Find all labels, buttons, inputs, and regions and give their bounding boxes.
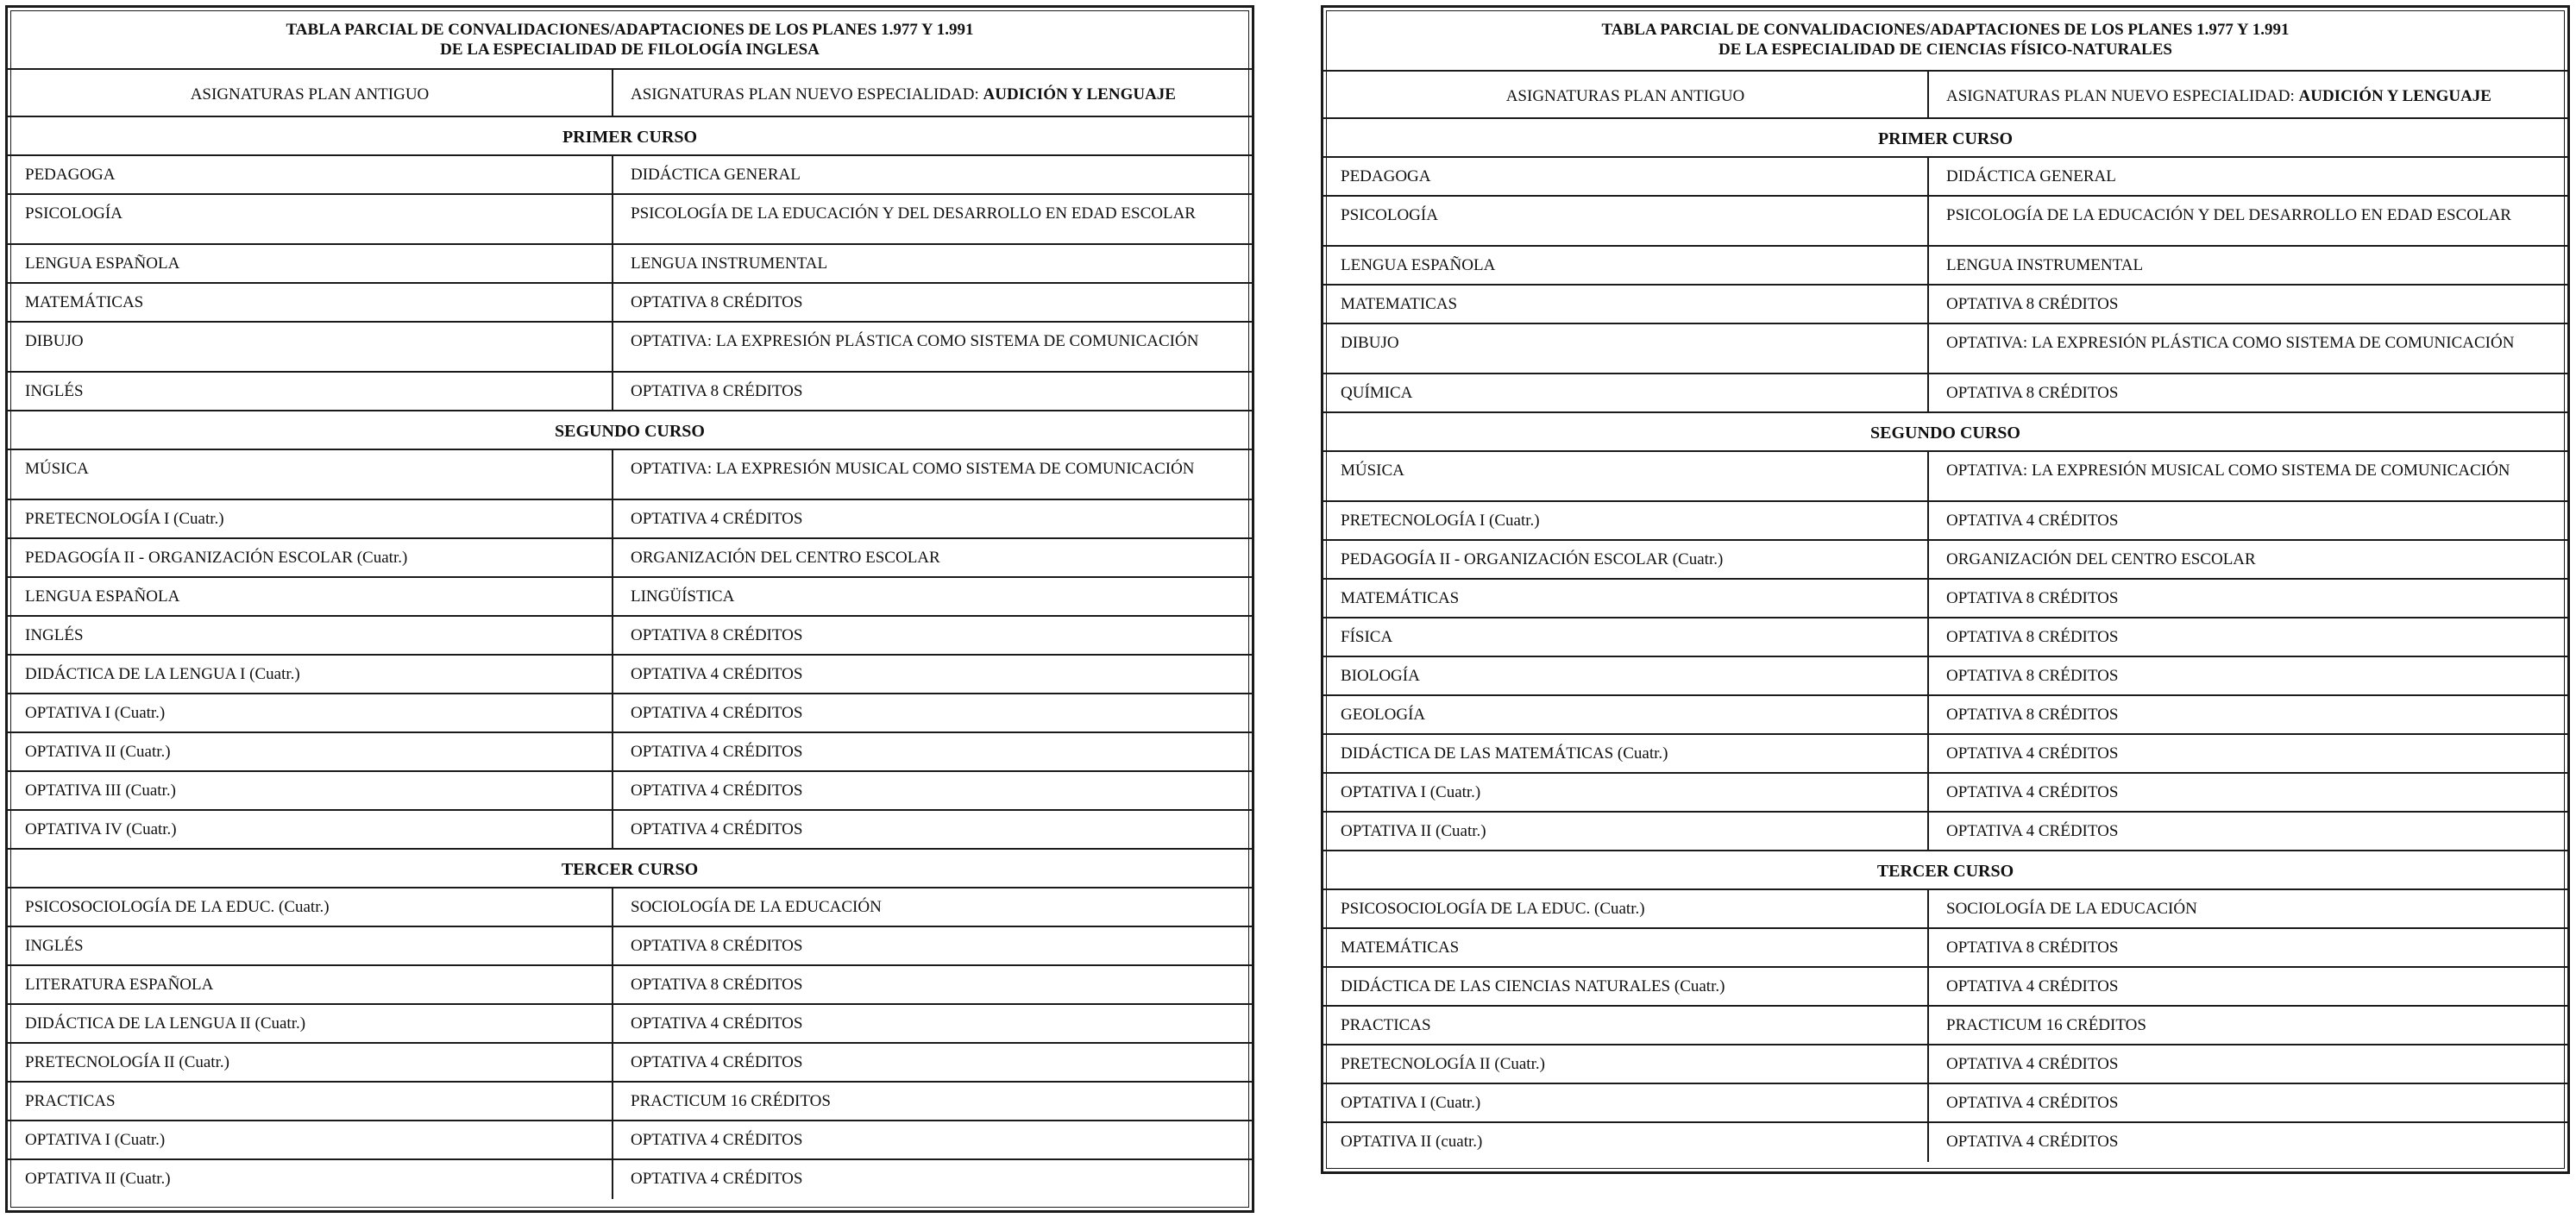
old-plan-subject: PSICOLOGÍA [8, 195, 613, 243]
new-plan-subject: ORGANIZACIÓN DEL CENTRO ESCOLAR [631, 549, 940, 567]
new-plan-subject: OPTATIVA 8 CRÉDITOS [631, 937, 803, 955]
table-row [8, 450, 1252, 500]
new-plan-subject: OPTATIVA 4 CRÉDITOS [1946, 512, 2119, 530]
table-row [8, 1083, 1252, 1121]
table-row [1323, 1084, 2567, 1123]
old-plan-subject: PSICOLOGÍA [1323, 197, 1929, 245]
table-row [1323, 890, 2567, 929]
new-plan-subject: LINGÜÍSTICA [631, 587, 735, 606]
title-line-2: DE LA ESPECIALIDAD DE CIENCIAS FÍSICO-NATURALES [1718, 41, 2172, 59]
table-row [1323, 1123, 2567, 1162]
new-plan-subject: DIDÁCTICA GENERAL [1946, 167, 2116, 185]
table-row [1323, 452, 2567, 502]
title-line-1: TABLA PARCIAL DE CONVALIDACIONES/ADAPTACIONES DE LOS PLANES 1.977 Y 1.991 [1601, 21, 2290, 39]
column-header-old-plan: ASIGNATURAS PLAN ANTIGUO [1323, 72, 1929, 117]
old-plan-subject: OPTATIVA II (Cuatr.) [8, 733, 613, 770]
table-row [8, 323, 1252, 373]
table-row [1323, 1045, 2567, 1084]
table-row [1323, 158, 2567, 197]
table-row [1323, 735, 2567, 774]
column-header-new-prefix: ASIGNATURAS PLAN NUEVO ESPECIALIDAD: [1946, 87, 2299, 105]
old-plan-subject: MATEMÁTICAS [8, 284, 613, 321]
old-plan-subject: PEDAGOGÍA II - ORGANIZACIÓN ESCOLAR (Cuatr.) [1323, 541, 1929, 578]
table-row [8, 1005, 1252, 1044]
column-header-row [1323, 72, 2567, 119]
old-plan-subject: MÚSICA [1323, 452, 1929, 500]
new-plan-subject: OPTATIVA 4 CRÉDITOS [1946, 822, 2119, 840]
old-plan-subject: LENGUA ESPAÑOLA [8, 578, 613, 615]
new-plan-subject: OPTATIVA: LA EXPRESIÓN PLÁSTICA COMO SISTEMA DE COMUNICACIÓN [631, 332, 1199, 350]
new-plan-subject: OPTATIVA 4 CRÉDITOS [1946, 1094, 2119, 1112]
table-row [1323, 541, 2567, 580]
new-plan-subject: OPTATIVA 4 CRÉDITOS [1946, 977, 2119, 995]
new-plan-subject: PRACTICUM 16 CRÉDITOS [631, 1092, 831, 1110]
old-plan-subject: DIDÁCTICA DE LA LENGUA I (Cuatr.) [8, 656, 613, 693]
table-row [8, 888, 1252, 927]
table-row [8, 195, 1252, 245]
old-plan-subject: PEDAGOGÍA II - ORGANIZACIÓN ESCOLAR (Cuatr.) [8, 539, 613, 576]
course-heading: PRIMER CURSO [1323, 119, 2567, 158]
table-row [8, 1160, 1252, 1199]
old-plan-subject: PRETECNOLOGÍA I (Cuatr.) [8, 500, 613, 537]
table-row [8, 966, 1252, 1005]
new-plan-subject: PSICOLOGÍA DE LA EDUCACIÓN Y DEL DESARROLLO EN EDAD ESCOLAR [631, 204, 1196, 223]
table-row [1323, 1007, 2567, 1045]
table-row [8, 733, 1252, 772]
old-plan-subject: PRETECNOLOGÍA II (Cuatr.) [1323, 1045, 1929, 1083]
column-header-new-prefix: ASIGNATURAS PLAN NUEVO ESPECIALIDAD: [631, 85, 983, 104]
new-plan-subject: PSICOLOGÍA DE LA EDUCACIÓN Y DEL DESARROLLO EN EDAD ESCOLAR [1946, 206, 2511, 224]
table-row [8, 927, 1252, 966]
old-plan-subject: OPTATIVA I (Cuatr.) [1323, 774, 1929, 811]
old-plan-subject: MATEMATICAS [1323, 286, 1929, 323]
table-row [8, 500, 1252, 539]
old-plan-subject: OPTATIVA II (Cuatr.) [1323, 813, 1929, 850]
old-plan-subject: INGLÉS [8, 617, 613, 654]
column-header-old-plan: ASIGNATURAS PLAN ANTIGUO [8, 70, 613, 116]
column-header-specialty: AUDICIÓN Y LENGUAJE [2298, 87, 2491, 105]
table-row [1323, 657, 2567, 696]
table-row [8, 245, 1252, 284]
old-plan-subject: MATEMÁTICAS [1323, 580, 1929, 617]
table-row [8, 539, 1252, 578]
old-plan-subject: DIBUJO [1323, 324, 1929, 373]
title-line-1: TABLA PARCIAL DE CONVALIDACIONES/ADAPTACIONES DE LOS PLANES 1.977 Y 1.991 [286, 21, 974, 39]
table-row [8, 1044, 1252, 1083]
old-plan-subject: PEDAGOGA [8, 156, 613, 193]
new-plan-subject: OPTATIVA: LA EXPRESIÓN MUSICAL COMO SISTEMA DE COMUNICACIÓN [1946, 461, 2510, 480]
old-plan-subject: OPTATIVA II (Cuatr.) [8, 1160, 613, 1199]
table-row [1323, 197, 2567, 247]
new-plan-subject: OPTATIVA 8 CRÉDITOS [1946, 667, 2119, 685]
old-plan-subject: INGLÉS [8, 373, 613, 410]
table-row [8, 772, 1252, 811]
table-title [1323, 8, 2567, 72]
course-heading: TERCER CURSO [8, 850, 1252, 888]
old-plan-subject: GEOLOGÍA [1323, 696, 1929, 733]
new-plan-subject: DIDÁCTICA GENERAL [631, 166, 801, 184]
table-row [8, 1121, 1252, 1160]
old-plan-subject: MATEMÁTICAS [1323, 929, 1929, 966]
old-plan-subject: PSICOSOCIOLOGÍA DE LA EDUC. (Cuatr.) [1323, 890, 1929, 927]
course-heading: TERCER CURSO [1323, 851, 2567, 890]
old-plan-subject: DIDÁCTICA DE LA LENGUA II (Cuatr.) [8, 1005, 613, 1042]
new-plan-subject: OPTATIVA 4 CRÉDITOS [631, 510, 803, 528]
new-plan-subject: PRACTICUM 16 CRÉDITOS [1946, 1016, 2146, 1034]
old-plan-subject: MÚSICA [8, 450, 613, 499]
new-plan-subject: OPTATIVA 4 CRÉDITOS [631, 1014, 803, 1033]
table-filologia-inglesa [5, 5, 1254, 1213]
column-header-specialty: AUDICIÓN Y LENGUAJE [983, 85, 1176, 104]
old-plan-subject: BIOLOGÍA [1323, 657, 1929, 694]
old-plan-subject: OPTATIVA IV (Cuatr.) [8, 811, 613, 848]
table-row [1323, 324, 2567, 374]
course-heading: SEGUNDO CURSO [1323, 413, 2567, 452]
old-plan-subject: PRETECNOLOGÍA I (Cuatr.) [1323, 502, 1929, 539]
table-row [1323, 286, 2567, 324]
column-header-row [8, 70, 1252, 117]
table-row [1323, 774, 2567, 813]
new-plan-subject: OPTATIVA 4 CRÉDITOS [1946, 783, 2119, 801]
old-plan-subject: PRETECNOLOGÍA II (Cuatr.) [8, 1044, 613, 1081]
new-plan-subject: OPTATIVA 4 CRÉDITOS [631, 1053, 803, 1071]
table-row [1323, 968, 2567, 1007]
old-plan-subject: OPTATIVA I (Cuatr.) [1323, 1084, 1929, 1121]
old-plan-subject: LENGUA ESPAÑOLA [8, 245, 613, 282]
new-plan-subject: SOCIOLOGÍA DE LA EDUCACIÓN [1946, 900, 2197, 918]
old-plan-subject: INGLÉS [8, 927, 613, 964]
column-header-new-plan [1929, 72, 2567, 117]
new-plan-subject: LENGUA INSTRUMENTAL [1946, 256, 2144, 274]
new-plan-subject: OPTATIVA 8 CRÉDITOS [1946, 628, 2119, 646]
table-row [1323, 374, 2567, 413]
new-plan-subject: OPTATIVA 4 CRÉDITOS [631, 665, 803, 683]
title-line-2: DE LA ESPECIALIDAD DE FILOLOGÍA INGLESA [440, 41, 820, 59]
new-plan-subject: OPTATIVA 8 CRÉDITOS [1946, 939, 2119, 957]
table-row [1323, 696, 2567, 735]
course-heading: SEGUNDO CURSO [8, 411, 1252, 450]
table-row [8, 284, 1252, 323]
old-plan-subject: OPTATIVA I (Cuatr.) [8, 694, 613, 731]
old-plan-subject: PRACTICAS [8, 1083, 613, 1120]
new-plan-subject: OPTATIVA 8 CRÉDITOS [631, 382, 803, 400]
table-row [1323, 618, 2567, 657]
table-row [8, 156, 1252, 195]
table-title [8, 8, 1252, 70]
new-plan-subject: OPTATIVA 8 CRÉDITOS [631, 976, 803, 994]
table-row [8, 656, 1252, 694]
new-plan-subject: SOCIOLOGÍA DE LA EDUCACIÓN [631, 898, 882, 916]
table-row [1323, 813, 2567, 851]
new-plan-subject: OPTATIVA 4 CRÉDITOS [631, 1170, 803, 1188]
table-row [8, 617, 1252, 656]
new-plan-subject: OPTATIVA: LA EXPRESIÓN PLÁSTICA COMO SISTEMA DE COMUNICACIÓN [1946, 334, 2515, 352]
column-header-new-plan [613, 70, 1252, 116]
new-plan-subject: OPTATIVA 4 CRÉDITOS [631, 704, 803, 722]
new-plan-subject: OPTATIVA 8 CRÉDITOS [1946, 384, 2119, 402]
new-plan-subject: OPTATIVA 8 CRÉDITOS [631, 626, 803, 644]
old-plan-subject: DIDÁCTICA DE LAS MATEMÁTICAS (Cuatr.) [1323, 735, 1929, 772]
old-plan-subject: PRACTICAS [1323, 1007, 1929, 1044]
new-plan-subject: OPTATIVA 4 CRÉDITOS [1946, 1133, 2119, 1151]
new-plan-subject: OPTATIVA 8 CRÉDITOS [1946, 589, 2119, 607]
course-heading: PRIMER CURSO [8, 117, 1252, 156]
new-plan-subject: OPTATIVA 4 CRÉDITOS [631, 1131, 803, 1149]
table-row [8, 373, 1252, 411]
old-plan-subject: LENGUA ESPAÑOLA [1323, 247, 1929, 284]
new-plan-subject: OPTATIVA 8 CRÉDITOS [1946, 295, 2119, 313]
old-plan-subject: PSICOSOCIOLOGÍA DE LA EDUC. (Cuatr.) [8, 888, 613, 926]
old-plan-subject: LITERATURA ESPAÑOLA [8, 966, 613, 1003]
new-plan-subject: OPTATIVA 8 CRÉDITOS [631, 293, 803, 311]
new-plan-subject: OPTATIVA 8 CRÉDITOS [1946, 706, 2119, 724]
new-plan-subject: OPTATIVA 4 CRÉDITOS [1946, 1055, 2119, 1073]
table-row [8, 811, 1252, 850]
new-plan-subject: OPTATIVA: LA EXPRESIÓN MUSICAL COMO SISTEMA DE COMUNICACIÓN [631, 460, 1195, 478]
table-row [1323, 929, 2567, 968]
new-plan-subject: OPTATIVA 4 CRÉDITOS [631, 782, 803, 800]
old-plan-subject: DIDÁCTICA DE LAS CIENCIAS NATURALES (Cuatr.) [1323, 968, 1929, 1005]
old-plan-subject: OPTATIVA II (cuatr.) [1323, 1123, 1929, 1162]
table-row [8, 578, 1252, 617]
old-plan-subject: DIBUJO [8, 323, 613, 371]
table-row [1323, 580, 2567, 618]
old-plan-subject: OPTATIVA III (Cuatr.) [8, 772, 613, 809]
old-plan-subject: QUÍMICA [1323, 374, 1929, 411]
table-row [1323, 502, 2567, 541]
new-plan-subject: ORGANIZACIÓN DEL CENTRO ESCOLAR [1946, 550, 2256, 568]
table-row [8, 694, 1252, 733]
old-plan-subject: FÍSICA [1323, 618, 1929, 656]
new-plan-subject: OPTATIVA 4 CRÉDITOS [1946, 744, 2119, 763]
new-plan-subject: LENGUA INSTRUMENTAL [631, 254, 828, 273]
old-plan-subject: OPTATIVA I (Cuatr.) [8, 1121, 613, 1158]
old-plan-subject: PEDAGOGA [1323, 158, 1929, 195]
table-ciencias-fisico-naturales [1321, 5, 2570, 1174]
new-plan-subject: OPTATIVA 4 CRÉDITOS [631, 743, 803, 761]
table-row [1323, 247, 2567, 286]
new-plan-subject: OPTATIVA 4 CRÉDITOS [631, 820, 803, 838]
